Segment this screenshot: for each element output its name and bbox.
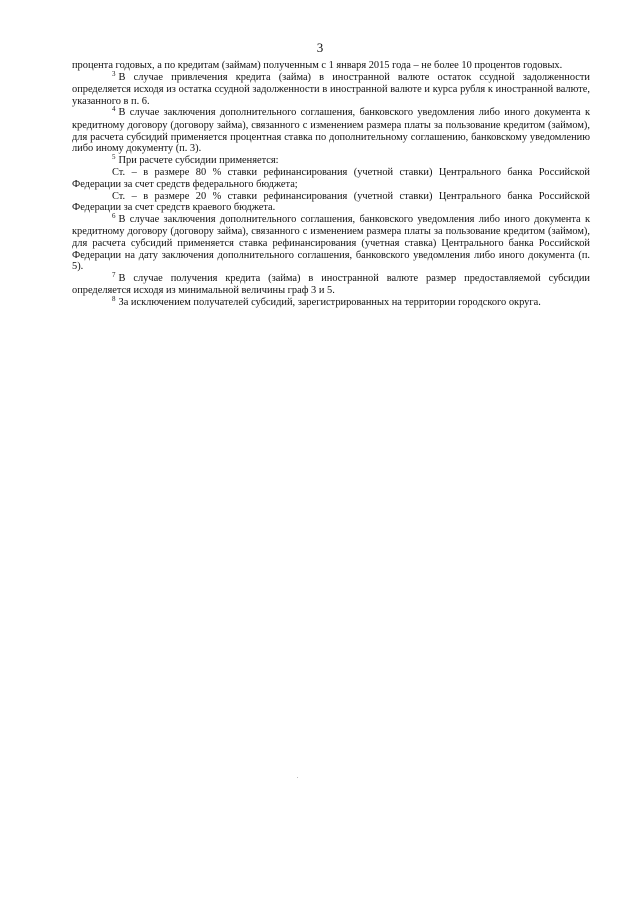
- footnote-7: [72, 270, 590, 297]
- footnote-text: При расчете субсидии применяется:: [118, 154, 279, 166]
- footnote-text: В случае заключения дополнительного соглашения, банковского уведомления либо иного документа к кредитному договору (договору займа), связанного с изменением размера платы за пользование кредитом (займом), для расчета субсидий применяется процентная ставка по дополнительному соглашению, банковскому уведомлению либо иному документу (п. 3).: [72, 107, 590, 155]
- footnote-text: В случае привлечения кредита (займа) в иностранной валюте остаток ссудной задолженности определяется исходя из остатка ссудной задолженности в иностранной валюте и курса рубля к иностранной валюте, указанного в п. 6.: [72, 71, 590, 107]
- footnote-4: [72, 107, 590, 154]
- paragraph-text: процента годовых, а по кредитам (займам) полученным с 1 января 2015 года – не более 10 процентов годовых.: [72, 60, 563, 71]
- footnote-marker: 5: [112, 152, 116, 161]
- footnote-6: [72, 211, 590, 273]
- scan-speck: [297, 777, 298, 778]
- footnote-5: [72, 152, 590, 168]
- footnote-marker: 8: [112, 294, 116, 303]
- paragraph-text: Ст. – в размере 80 % ставки рефинансирования (учетной ставки) Центрального банка Российской Федерации за счет средств федерального бюджета;: [72, 167, 590, 190]
- paragraph-text: Ст. – в размере 20 % ставки рефинансирования (учетной ставки) Центрального банка Российской Федерации за счет средств краевого бюджета.: [72, 190, 590, 214]
- footnote-text: В случае получения кредита (займа) в иностранной валюте размер предоставляемой субсидии определяется исходя из минимальной величины граф 3 и 5.: [72, 272, 590, 297]
- footnote-text: За исключением получателей субсидий, зарегистрированных на территории городского округа.: [118, 296, 541, 308]
- footnote-8: [72, 294, 590, 310]
- footnote-marker: 6: [112, 211, 116, 220]
- footnote-5-item-federal: [72, 167, 590, 190]
- footnote-text: В случае заключения дополнительного соглашения, банковского уведомления либо иного документа к кредитному договору (договору займа), связанного с изменением размера платы за пользование кредитом (займом), для расчета субсидий применяется ставка рефинансирования (учетная ставка) Центрального банка Российской Федерации на дату заключения дополнительного соглашения, банковского уведомления либо иного документа (п. 5).: [72, 213, 590, 273]
- footnote-3: [72, 69, 590, 108]
- footnote-marker: 4: [112, 105, 116, 114]
- footnotes-body: [72, 60, 590, 309]
- footnote-marker: 3: [112, 69, 116, 78]
- footnote-marker: 7: [112, 270, 116, 279]
- page-number: 3: [316, 40, 324, 55]
- paragraph-continuation: [72, 60, 590, 72]
- footnote-5-item-regional: [72, 191, 590, 214]
